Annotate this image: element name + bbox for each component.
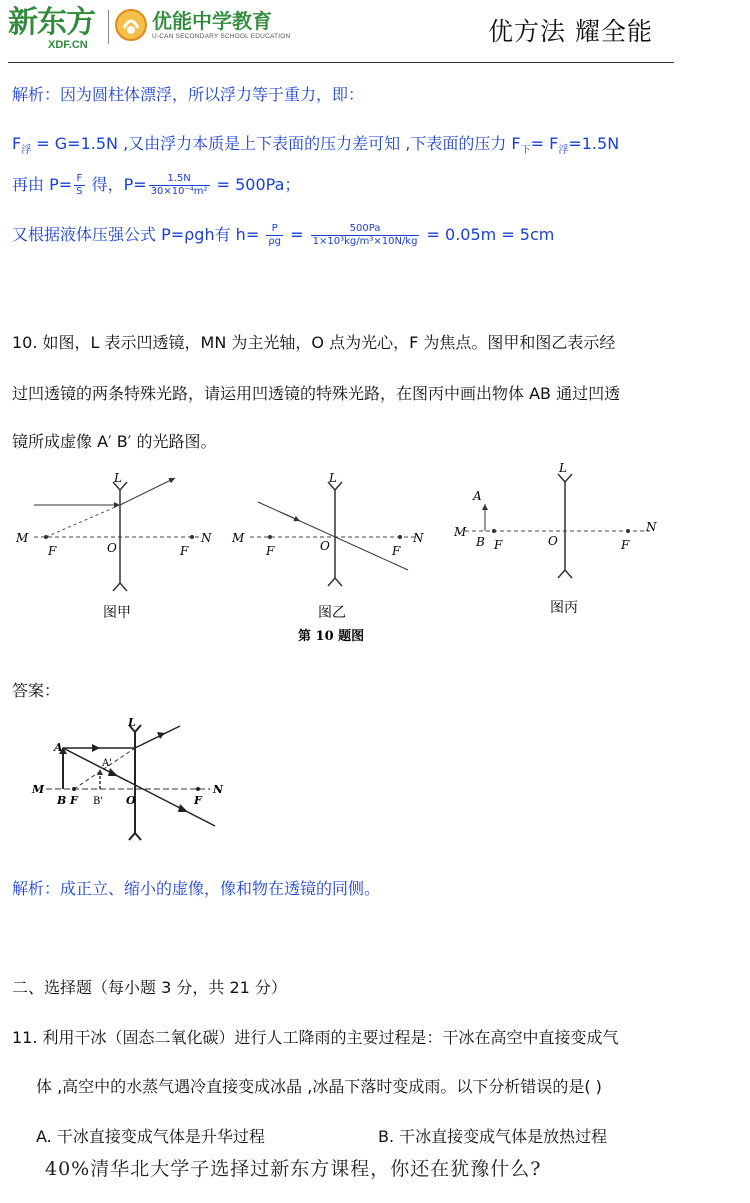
focus-point [626,529,630,533]
analysis1-line2-a: F [12,134,22,153]
label-n: N [213,783,224,796]
ray [120,478,175,505]
ucan-brand [152,9,290,40]
ray-arrow [92,744,100,752]
frac-num: P [266,223,283,236]
focus-point [72,787,76,791]
analysis1-line2 [12,131,619,156]
header-rule [8,62,674,63]
caption-jia: 图甲 [103,605,131,621]
label-f: F [70,794,78,807]
q11-option-a: A. 干冰直接变成气体是升华过程 [36,1127,265,1146]
label-a: A [54,741,63,754]
analysis2-text: 解析：成正立、缩小的虚像，像和物在透镜的同侧。 [12,879,381,898]
analysis1-line3-c: = 500Pa； [211,175,301,194]
analysis1-line3-a: 再由 P= [12,175,73,194]
lens-bottom [129,833,141,840]
q11-line1: 11. 利用干冰（固态二氧化碳）进行人工降雨的主要过程是：干冰在高空中直接变成气 [12,1028,619,1047]
q11-option-b: B. 干冰直接变成气体是放热过程 [378,1127,608,1146]
frac-num: F [74,173,84,186]
ray-arrow [178,804,188,812]
frac-num: 500Pa [311,223,420,236]
focus-point [196,787,200,791]
lens-bottom [113,583,127,591]
label-o: O [107,541,117,555]
focus-point [44,535,48,539]
analysis1-line3 [12,172,300,198]
fraction-pressure [149,173,210,198]
extension-line [46,505,120,537]
analysis1-line2-c: = F [530,134,559,153]
focus-point [492,529,496,533]
analysis1-line4-c: = 0.05m = 5cm [421,225,555,244]
analysis1-line2-sub1: 浮 [21,145,32,157]
frac-den: ρg [268,236,282,247]
ucan-brand-en: U-CAN SECONDARY SCHOOL EDUCATION [152,33,291,40]
label-m: M [232,531,245,545]
lens-bottom [328,578,342,586]
fraction-depth [311,223,420,248]
frac-den: 30×10⁻⁴m² [150,186,208,197]
label-n: N [646,520,657,534]
footer-slogan: 40%清华北大学子选择过新东方课程，你还在犹豫什么? [45,1158,542,1180]
figure-caption: 第 10 题图 [298,629,365,644]
label-n: N [201,531,212,545]
label-m: M [16,531,29,545]
caption-yi: 图乙 [318,605,346,621]
label-l: L [128,718,136,729]
figure-yi [231,471,424,621]
caption-bing: 图丙 [550,600,578,616]
fraction-f-over-s [74,173,84,198]
lens-top [558,474,572,482]
analysis1-line4-a: 又根据液体压强公式 P=ρgh有 h= [12,225,265,244]
ray-arrow [157,732,165,739]
ray [63,748,215,826]
analysis1-line2-d: =1.5N [568,134,620,153]
q10-line3: 镜所成虚像 A′ B′ 的光路图。 [12,432,217,451]
label-o: O [548,534,558,548]
answer-diagram [30,718,240,848]
label-a: A [473,489,482,503]
label-m: M [32,783,45,796]
figure-10 [10,460,680,660]
xdf-logo-cn: 新东方 [8,5,95,40]
label-n: N [413,531,424,545]
analysis1-line2-b: = G=1.5N ,又由浮力本质是上下表面的压力差可知 ,下表面的压力 F [31,134,521,153]
xdf-logo-en: XDF.CN [48,39,88,51]
analysis1-line4-b: = [285,225,309,244]
header-slogan: 优方法 耀全能 [488,17,653,46]
label-f: F [48,544,57,558]
ray [135,726,180,748]
ray-arrow [108,768,118,776]
focus-point [190,535,194,539]
label-b: B [476,535,485,549]
xdf-logo [8,6,108,50]
label-f: F [621,538,630,552]
header [0,0,750,64]
q11-line2: 体 ,高空中的水蒸气遇冷直接变成冰晶 ,冰晶下落时变成雨。以下分析错误的是( ) [36,1077,602,1096]
label-b-prime: B' [93,796,104,807]
label-l: L [559,461,567,475]
label-b: B [57,794,67,807]
ray-arrow [280,512,300,521]
label-f: F [266,544,275,558]
q10-line1: 10. 如图，L 表示凹透镜，MN 为主光轴，O 点为光心，F 为焦点。图甲和图乙表示经 [12,333,616,352]
label-o: O [320,539,330,553]
label-a-prime: A' [102,758,112,769]
fraction-p-over-rhog [266,223,283,248]
frac-den: S [76,186,83,197]
focus-point [268,535,272,539]
label-m: M [454,525,467,539]
q10-line2: 过凹透镜的两条特殊光路，请运用凹透镜的特殊光路，在图丙中画出物体 AB 通过凹透 [12,384,621,403]
analysis1-line2-sub3: 浮 [558,145,569,157]
label-f: F [392,544,401,558]
label-f: F [180,544,189,558]
image-arrowhead [97,769,103,775]
label-l: L [114,471,122,485]
frac-den: 1×10³kg/m³×10N/kg [312,236,418,247]
lens-bottom [558,570,572,578]
answer-label: 答案： [12,681,61,700]
figure-jia [15,471,212,621]
frac-num: 1.5N [149,173,210,186]
ucan-emblem-icon [114,8,148,42]
section2-title: 二、选择题（每小题 3 分，共 21 分） [12,978,287,997]
label-l: L [329,471,337,485]
focus-point [398,535,402,539]
header-divider [108,10,109,44]
label-f: F [494,538,503,552]
analysis1-line1: 解析：因为圆柱体漂浮，所以浮力等于重力，即： [12,85,365,104]
ucan-brand-cn: 优能中学教育 [152,9,272,33]
label-f: F [194,794,202,807]
analysis1-line4 [12,222,554,248]
figure-bing [453,461,657,616]
label-o: O [126,794,136,807]
analysis1-line3-b: 得，P= [86,175,147,194]
analysis1-line2-sub2: 下 [520,145,531,157]
